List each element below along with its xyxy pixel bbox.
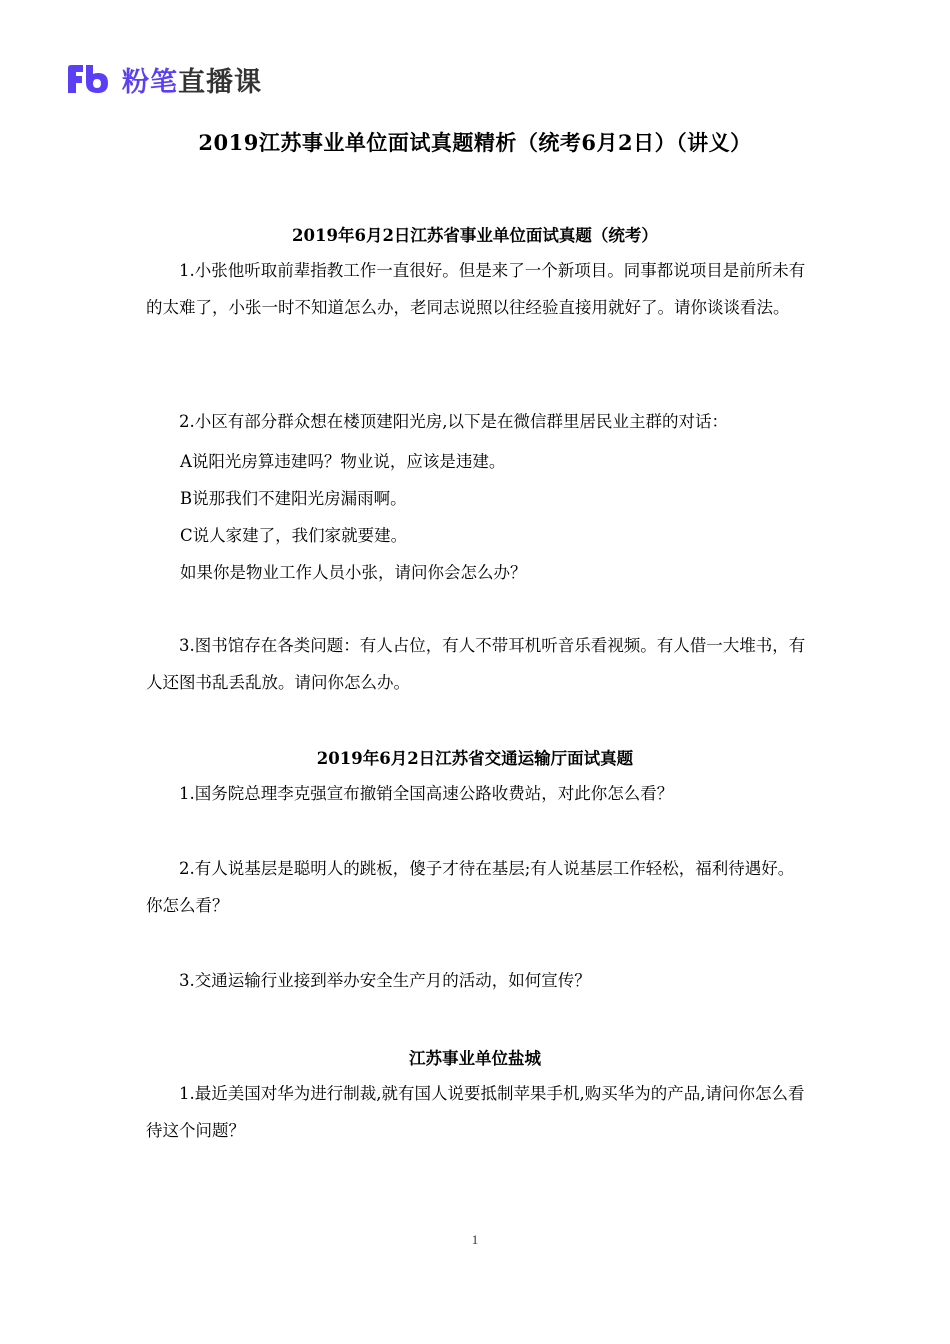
- question-paragraph: 1.国务院总理李克强宣布撤销全国高速公路收费站，对此你怎么看？: [179, 784, 674, 803]
- brand-suffix: 直播课: [178, 66, 262, 98]
- brand-logo: [66, 62, 262, 96]
- section-title: 2019年6月2日江苏省事业单位面试真题（统考）: [292, 226, 658, 245]
- question-paragraph: 2.有人说基层是聪明人的跳板，傻子才待在基层;有人说基层工作轻松，福利待遇好。你怎么看？: [146, 859, 795, 915]
- dialog-line: 如果你是物业工作人员小张，请问你会怎么办？: [180, 563, 527, 582]
- question-paragraph: 1.最近美国对华为进行制裁,就有国人说要抵制苹果手机,购买华为的产品,请问你怎么看待这个问题？: [146, 1084, 805, 1140]
- question-paragraph: 3.交通运输行业接到举办安全生产月的活动，如何宣传？: [179, 971, 591, 990]
- page-number: 1: [471, 1232, 479, 1247]
- fb-logo-icon: [66, 64, 110, 94]
- question-paragraph: 1.小张他听取前辈指教工作一直很好。但是来了一个新项目。同事都说项目是前所未有的太难了，小张一时不知道怎么办，老同志说照以往经验直接用就好了。请你谈谈看法。: [146, 261, 806, 317]
- section-title: 2019年6月2日江苏省交通运输厅面试真题: [316, 749, 634, 768]
- question-paragraph: 2.小区有部分群众想在楼顶建阳光房,以下是在微信群里居民业主群的对话：: [179, 412, 728, 431]
- brand-name: 粉笔: [122, 66, 178, 98]
- dialog-line: B说那我们不建阳光房漏雨啊。: [180, 489, 407, 508]
- dialog-line: A说阳光房算违建吗？物业说，应该是违建。: [180, 452, 506, 471]
- dialog-line: C说人家建了，我们家就要建。: [180, 526, 408, 545]
- section-title: 江苏事业单位盐城: [409, 1049, 541, 1068]
- document-title: 2019江苏事业单位面试真题精析（统考6月2日）（讲义）: [198, 130, 752, 155]
- question-paragraph: 3.图书馆存在各类问题：有人占位，有人不带耳机听音乐看视频。有人借一大堆书，有人还图书乱丢乱放。请问你怎么办。: [146, 636, 806, 692]
